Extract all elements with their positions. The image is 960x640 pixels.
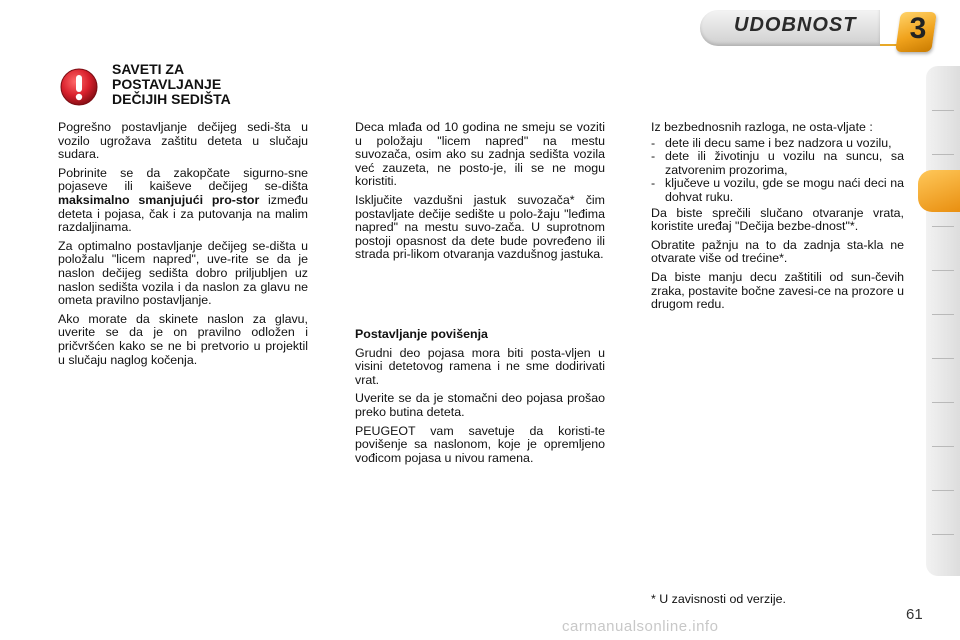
- footnote: * U zavisnosti od verzije.: [651, 592, 786, 606]
- chapter-tabs: [926, 66, 960, 576]
- paragraph: Pogrešno postavljanje dečijeg sedi-šta u vozilo ugrožava zaštitu deteta u slučaju sudara.: [58, 120, 308, 162]
- paragraph: Isključite vazdušni jastuk suvozača* čim postavljate dečije sedište u polo-žaju "leđima napred" na mestu suvo-zača. U suprotnom postoji opasnost da dete bude povređeno ili strada pri-likom otvaranja vazdušnog jastuka.: [355, 192, 605, 262]
- chapter-tab-divider: [932, 110, 954, 111]
- list-item: - dete ili životinju u vozilu na suncu, sa zatvorenim prozorima,: [651, 150, 904, 177]
- chapter-tab-divider: [932, 270, 954, 271]
- watermark: carmanualsonline.info: [562, 618, 719, 635]
- chapter-tab-divider: [932, 314, 954, 315]
- chapter-tab-divider: [932, 226, 954, 227]
- text-column-2: [355, 121, 605, 267]
- chapter-tab-divider: [932, 490, 954, 491]
- warning-title-line: SAVETI ZA: [112, 61, 185, 77]
- chapter-tab-divider: [932, 534, 954, 535]
- paragraph: Da biste manju decu zaštitili od sun-čevih zraka, postavite bočne zavesi-ce na prozore u drugom redu.: [651, 269, 904, 312]
- text-column-1: [58, 121, 308, 372]
- warning-exclamation-icon: [60, 68, 98, 106]
- paragraph: Obratite pažnju na to da zadnja sta-kla ne otvarate više od trećine*.: [651, 237, 904, 266]
- list-item: - dete ili decu same i bez nadzora u vozilu,: [651, 137, 904, 151]
- chapter-tab-divider: [932, 446, 954, 447]
- paragraph: Uverite se da je stomačni deo pojasa prošao preko butina deteta.: [355, 391, 605, 419]
- paragraph: Deca mlađa od 10 godina ne smeju se voziti u položaju "licem napred" na mestu suvozača, osim ako su zadnja sedišta vozila već zauzeta, ne posto-je, ili se ne mogu koristiti.: [355, 120, 605, 189]
- warning-title-line: POSTAVLJANJE: [112, 76, 222, 92]
- safety-list: [651, 137, 904, 205]
- chapter-tab-divider: [932, 358, 954, 359]
- paragraph: Za optimalno postavljanje dečijeg se-dišta u položalu "licem napred", uve-rite se da je naslon dečijeg sedišta dobro priljubljen uz naslon sedišta vozila i da naslon za glavu ne ometa pravilno postavljanje.: [58, 238, 308, 308]
- paragraph-text: Pobrinite se da zakopčate sigurno-sne pojaseve ili kaiševe dečijeg se-dišta: [58, 165, 308, 194]
- section-subheading: Postavljanje povišenja: [355, 327, 488, 341]
- paragraph: Da biste sprečili slučano otvaranje vrata, koristite uređaj "Dečija bezbe-dnost"*.: [651, 205, 904, 234]
- paragraph: Ako morate da skinete naslon za glavu, uverite se da je on pravilno odložen i pričvršćen kako se ne bi pretvorio u projektil u slučaju naglog kočenja.: [58, 311, 308, 367]
- booster-section: [355, 328, 605, 470]
- chapter-number: 3: [909, 12, 927, 45]
- text-column-3: [651, 121, 904, 317]
- chapter-tab-divider: [932, 402, 954, 403]
- page-number: 61: [906, 606, 923, 623]
- paragraph: PEUGEOT vam savetuje da koristi-te povišenje sa naslonom, koje je opremljeno vođicom pojasa u nivou ramena.: [355, 423, 605, 465]
- warning-title: [112, 62, 312, 107]
- chapter-tab-divider: [932, 154, 954, 155]
- chapter-tab-active[interactable]: [918, 170, 960, 212]
- chapter-title: UDOBNOST: [734, 14, 857, 36]
- list-item: - ključeve u vozilu, gde se mogu naći deci na dohvat ruku.: [651, 177, 904, 204]
- paragraph: Iz bezbednosnih razloga, ne osta-vljate :: [651, 120, 873, 134]
- paragraph: [58, 167, 308, 235]
- warning-title-line: DEČIJIH SEDIŠTA: [112, 91, 231, 107]
- emphasis-text: maksimalno smanjujući pro-stor: [58, 192, 260, 207]
- paragraph-text: između deteta i pojasa, čak i za putovanja na malim razdaljinama.: [58, 192, 308, 235]
- paragraph: Grudni deo pojasa mora biti posta-vljen u visini detetovog ramena i ne sme dodirivati vrat.: [355, 345, 605, 387]
